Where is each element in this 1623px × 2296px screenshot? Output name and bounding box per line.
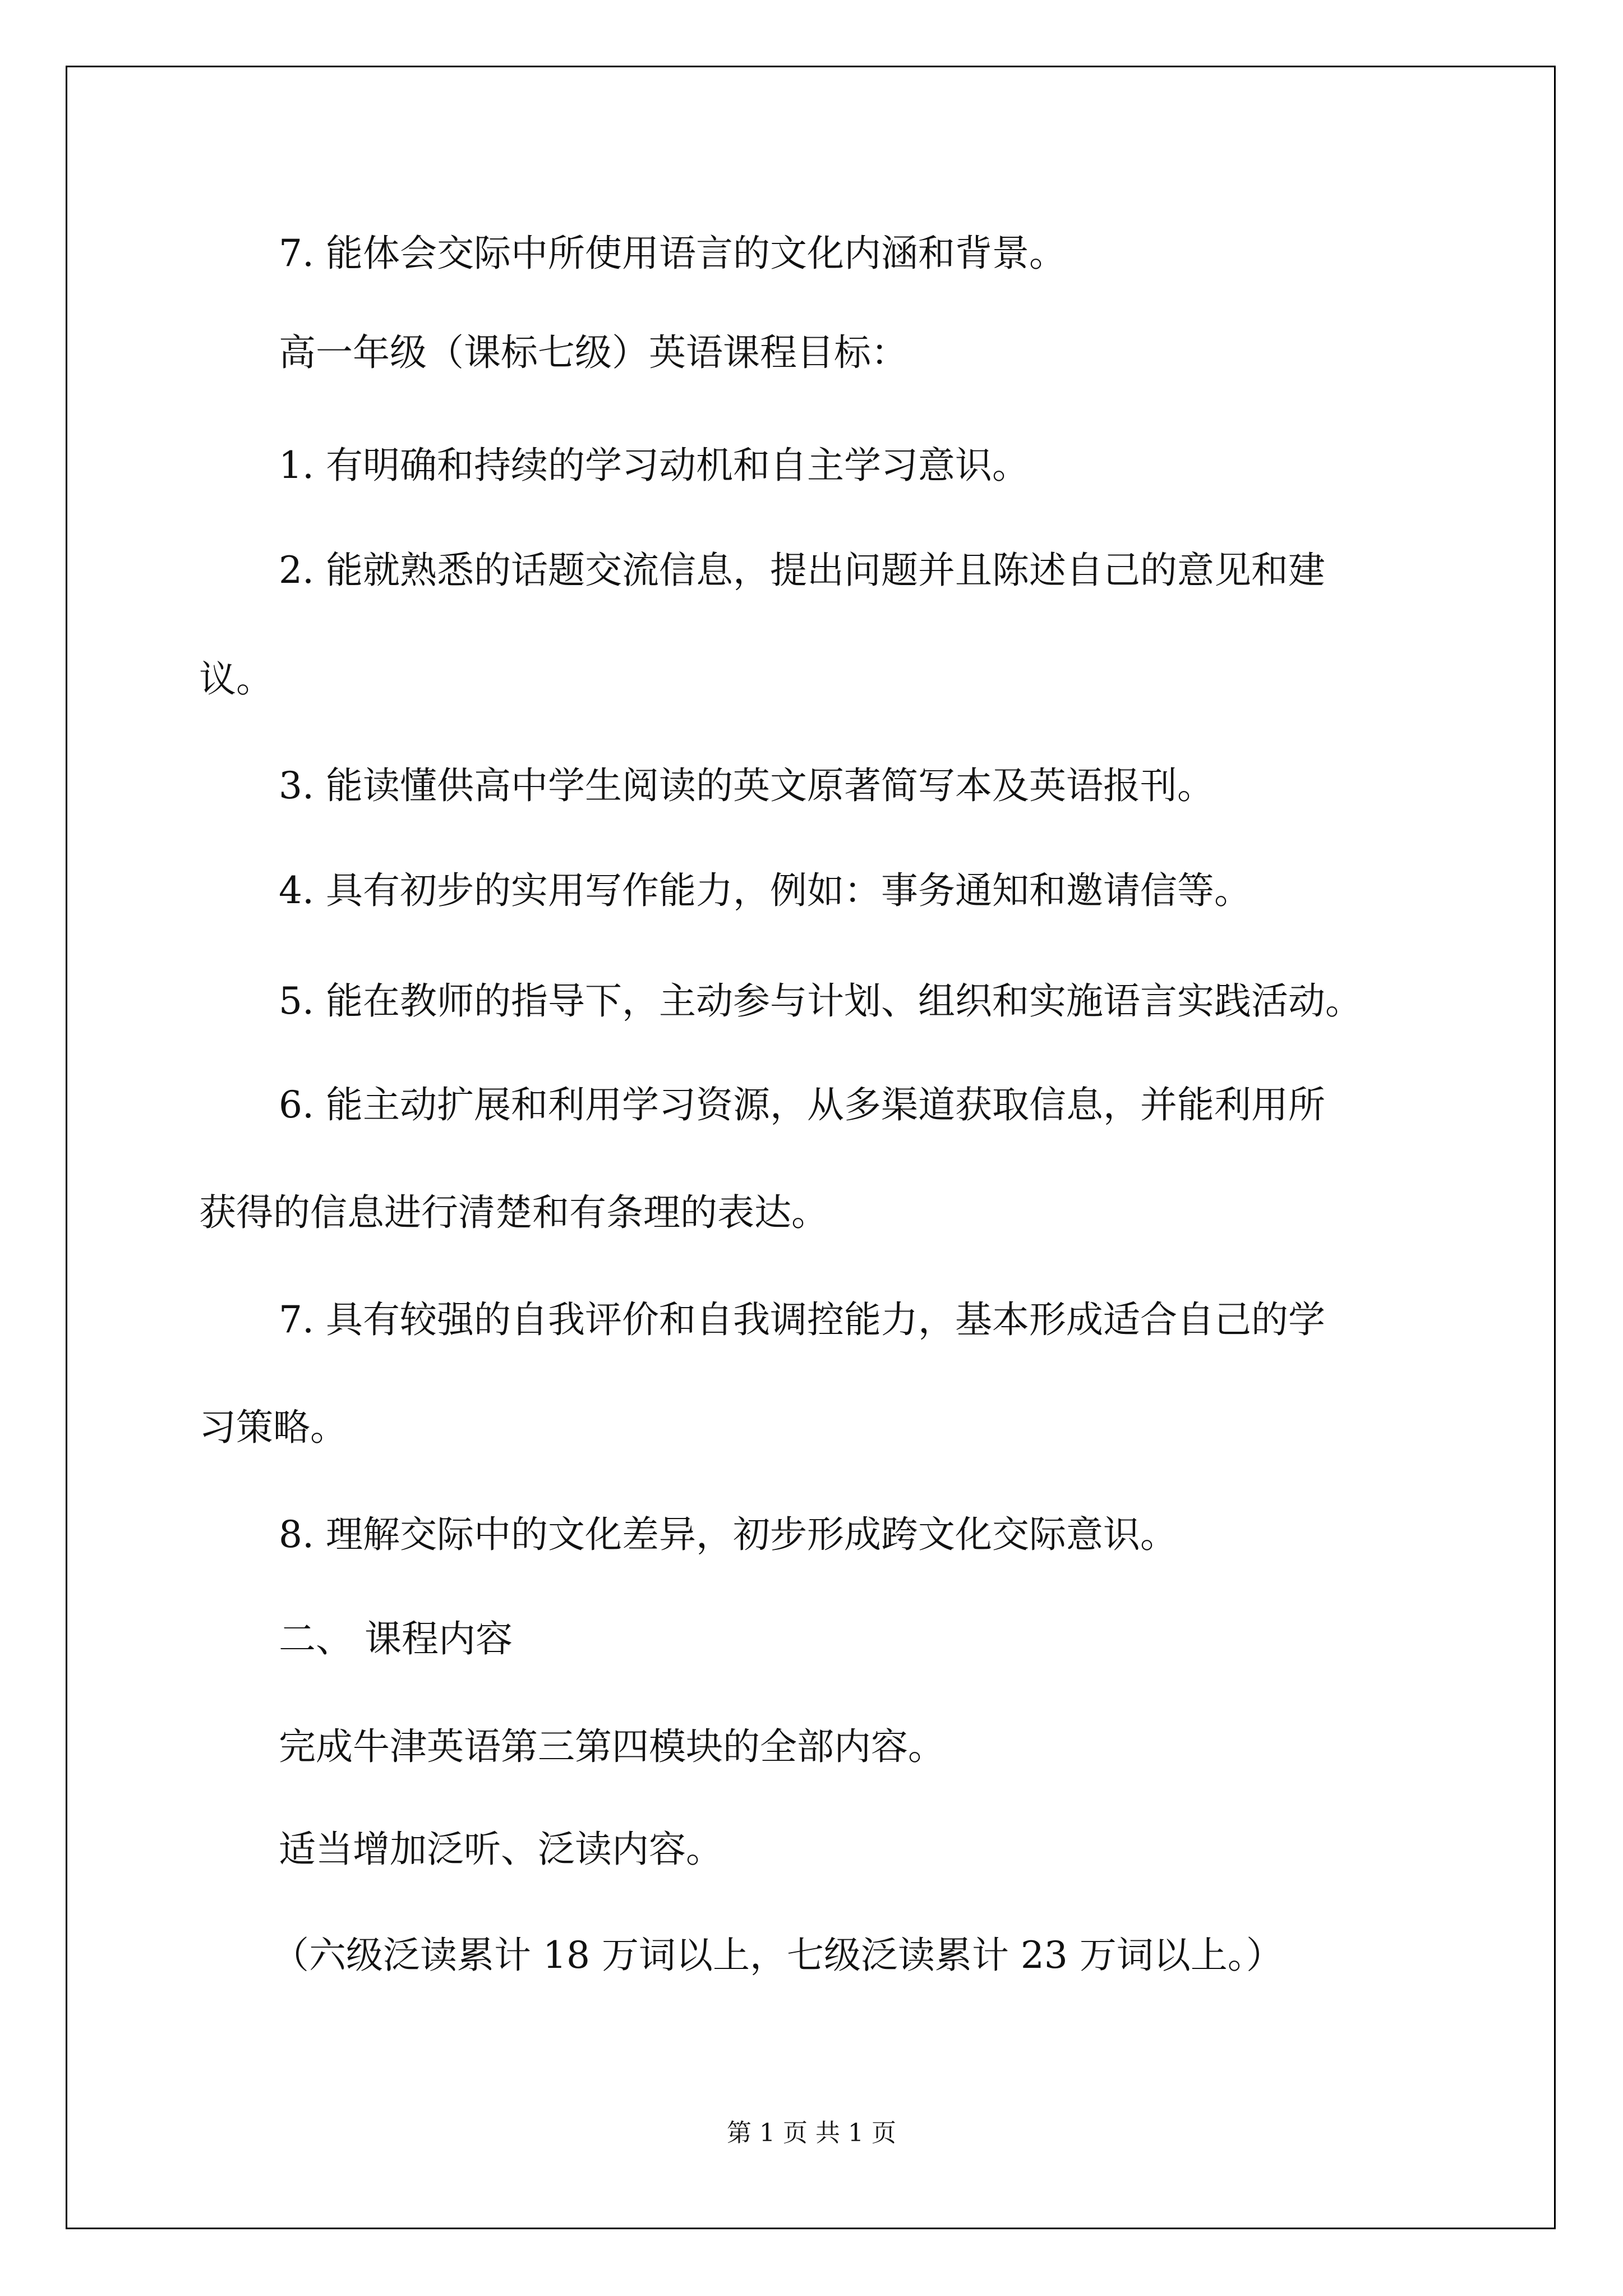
text-line-goal-7-cont: 习策略。 [199, 1406, 347, 1449]
text-line-goal-6-cont: 获得的信息进行清楚和有条理的表达。 [199, 1191, 828, 1234]
section-heading-grade10-goals: 高一年级（课标七级）英语课程目标： [279, 331, 908, 374]
section-heading-course-content: 二、 课程内容 [279, 1617, 513, 1660]
text-line-goal-2: 2. 能就熟悉的话题交流信息，提出问题并且陈述自己的意见和建 [279, 549, 1325, 592]
text-line-item-7-culture: 7. 能体会交际中所使用语言的文化内涵和背景。 [279, 232, 1066, 275]
text-line-goal-5: 5. 能在教师的指导下，主动参与计划、组织和实施语言实践活动。 [279, 979, 1362, 1023]
text-line-goal-1: 1. 有明确和持续的学习动机和自主学习意识。 [279, 444, 1029, 487]
text-line-goal-8: 8. 理解交际中的文化差异，初步形成跨文化交际意识。 [279, 1513, 1177, 1556]
text-line-goal-3: 3. 能读懂供高中学生阅读的英文原著简写本及英语报刊。 [279, 764, 1214, 807]
text-line-content-1: 完成牛津英语第三第四模块的全部内容。 [279, 1725, 945, 1768]
text-line-goal-2-cont: 议。 [199, 657, 273, 701]
text-line-reading-note: （六级泛读累计 18 万词以上，七级泛读累计 23 万词以上。） [272, 1934, 1283, 1977]
text-line-goal-6: 6. 能主动扩展和利用学习资源，从多渠道获取信息，并能利用所 [279, 1083, 1325, 1126]
text-line-content-2: 适当增加泛听、泛读内容。 [279, 1828, 723, 1871]
page-border [66, 66, 1556, 2229]
text-line-goal-4: 4. 具有初步的实用写作能力，例如：事务通知和邀请信等。 [279, 869, 1251, 912]
text-line-goal-7: 7. 具有较强的自我评价和自我调控能力，基本形成适合自己的学 [279, 1298, 1325, 1341]
page-footer: 第 1 页 共 1 页 [727, 2119, 896, 2147]
